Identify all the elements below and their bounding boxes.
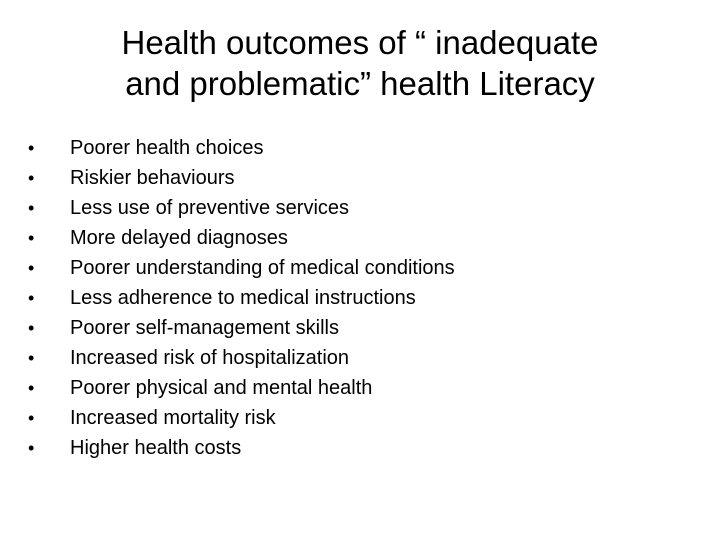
- bullet-item: [28, 227, 698, 257]
- bullet-item: [28, 317, 698, 347]
- bullet-icon: •: [28, 348, 35, 368]
- bullet-icon: •: [28, 258, 35, 278]
- bullet-icon: •: [28, 228, 35, 248]
- bullet-icon: •: [28, 198, 35, 218]
- bullet-item: [28, 407, 698, 437]
- bullet-icon: •: [28, 438, 35, 458]
- bullet-item: [28, 377, 698, 407]
- slide-title: [40, 22, 680, 105]
- bullet-text: Increased mortality risk: [70, 407, 276, 429]
- bullet-item: [28, 437, 698, 467]
- bullet-icon: •: [28, 378, 35, 398]
- bullet-text: Less adherence to medical instructions: [70, 287, 416, 309]
- bullet-item: [28, 137, 698, 167]
- bullet-text: Poorer self-management skills: [70, 317, 339, 339]
- bullet-item: [28, 347, 698, 377]
- bullet-icon: •: [28, 288, 35, 308]
- bullet-item: [28, 257, 698, 287]
- title-line: Health outcomes of “ inadequate: [121, 24, 599, 61]
- bullet-icon: •: [28, 318, 35, 338]
- bullet-text: Increased risk of hospitalization: [70, 347, 350, 369]
- bullet-text: Poorer physical and mental health: [70, 377, 373, 399]
- bullet-icon: •: [28, 408, 35, 428]
- bullet-text: Poorer understanding of medical conditions: [70, 257, 455, 279]
- bullet-text: Less use of preventive services: [70, 197, 350, 219]
- title-line: and problematic” health Literacy: [125, 65, 595, 103]
- bullet-text: Riskier behaviours: [70, 167, 235, 189]
- bullet-text: More delayed diagnoses: [70, 227, 288, 249]
- bullet-text: Poorer health choices: [70, 137, 264, 159]
- bullet-item: [28, 287, 698, 317]
- bullet-icon: •: [28, 138, 35, 158]
- bullet-item: [28, 167, 698, 197]
- bullet-text: Higher health costs: [70, 437, 242, 459]
- bullet-item: [28, 197, 698, 227]
- bullet-list: [28, 137, 698, 467]
- bullet-icon: •: [28, 168, 35, 188]
